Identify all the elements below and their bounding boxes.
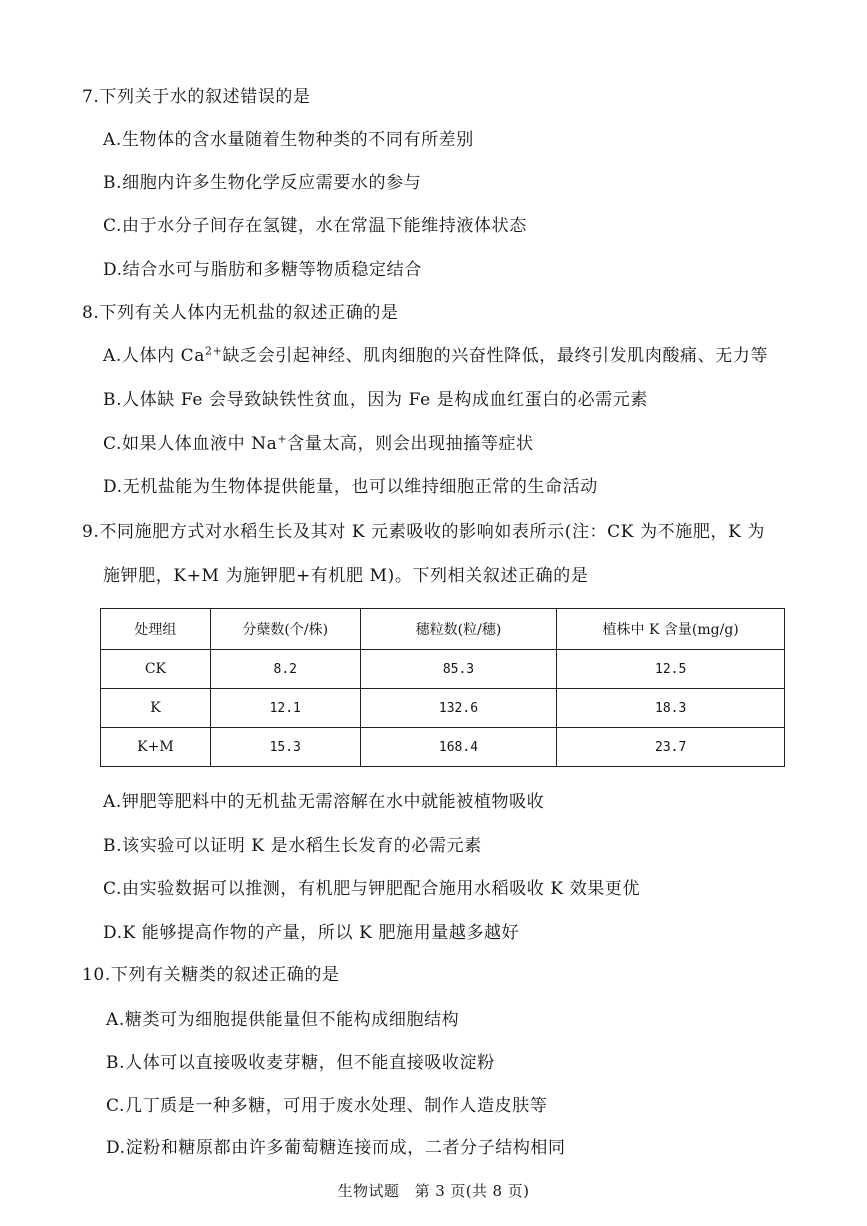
q10-option-b: B.人体可以直接吸收麦芽糖，但不能直接吸收淀粉 xyxy=(106,1053,495,1073)
q9-option-a: A.钾肥等肥料中的无机盐无需溶解在水中就能被植物吸收 xyxy=(103,792,545,812)
table-cell: 12.1 xyxy=(210,689,360,728)
q8-option-a-sup: 2+ xyxy=(205,344,223,358)
table-header-cell: 穗粒数(粒/穗) xyxy=(360,609,557,650)
q8-stem: 8.下列有关人体内无机盐的叙述正确的是 xyxy=(82,303,399,323)
page-footer: 生物试题 第 3 页(共 8 页) xyxy=(337,1182,530,1200)
q8-option-a-post: 缺乏会引起神经、肌肉细胞的兴奋性降低，最终引发肌肉酸痛、无力等 xyxy=(222,346,769,366)
q9-option-d: D.K 能够提高作物的产量，所以 K 肥施用量越多越好 xyxy=(103,923,520,943)
table-header-row xyxy=(101,609,785,650)
q9-stem-line1: 9.不同施肥方式对水稻生长及其对 K 元素吸收的影响如表所示(注：CK 为不施肥，K 为 xyxy=(82,522,765,542)
q8-option-c-sup: + xyxy=(277,432,288,446)
table-cell: 18.3 xyxy=(557,689,785,728)
table-cell: 23.7 xyxy=(557,728,785,767)
q7-option-d: D.结合水可与脂肪和多糖等物质稳定结合 xyxy=(103,260,422,280)
q8-option-a xyxy=(103,345,768,367)
table-cell: 12.5 xyxy=(557,650,785,689)
table-header-cell: 分蘖数(个/株) xyxy=(210,609,360,650)
q7-option-c: C.由于水分子间存在氢键，水在常温下能维持液体状态 xyxy=(103,216,527,236)
table-row xyxy=(101,650,785,689)
table-cell: K+M xyxy=(101,728,211,767)
q9-stem-line2: 施钾肥，K+M 为施钾肥+有机肥 M)。下列相关叙述正确的是 xyxy=(103,566,589,586)
table-cell: CK xyxy=(101,650,211,689)
q8-option-d: D.无机盐能为生物体提供能量，也可以维持细胞正常的生命活动 xyxy=(103,477,598,497)
q8-option-b: B.人体缺 Fe 会导致缺铁性贫血，因为 Fe 是构成血红蛋白的必需元素 xyxy=(103,390,648,410)
q8-option-c xyxy=(103,433,534,455)
q8-option-a-pre: A.人体内 Ca xyxy=(103,346,206,366)
table-cell: 168.4 xyxy=(360,728,557,767)
q7-stem: 7.下列关于水的叙述错误的是 xyxy=(82,87,311,107)
table-header-cell: 处理组 xyxy=(101,609,211,650)
table-cell: 85.3 xyxy=(360,650,557,689)
table-cell: K xyxy=(101,689,211,728)
q10-option-a: A.糖类可为细胞提供能量但不能构成细胞结构 xyxy=(106,1010,460,1030)
q7-option-a: A.生物体的含水量随着生物种类的不同有所差别 xyxy=(103,130,474,150)
q8-option-c-post: 含量太高，则会出现抽搐等症状 xyxy=(287,434,534,454)
table-cell: 8.2 xyxy=(210,650,360,689)
table-cell: 15.3 xyxy=(210,728,360,767)
q8-option-c-pre: C.如果人体血液中 Na xyxy=(103,434,278,454)
q10-option-c: C.几丁质是一种多糖，可用于废水处理、制作人造皮肤等 xyxy=(106,1096,548,1116)
q9-table xyxy=(100,608,785,767)
q9-option-b: B.该实验可以证明 K 是水稻生长发育的必需元素 xyxy=(103,836,482,856)
table-cell: 132.6 xyxy=(360,689,557,728)
q7-option-b: B.细胞内许多生物化学反应需要水的参与 xyxy=(103,173,422,193)
q10-stem: 10.下列有关糖类的叙述正确的是 xyxy=(82,965,340,985)
q10-option-d: D.淀粉和糖原都由许多葡萄糖连接而成，二者分子结构相同 xyxy=(106,1138,566,1158)
q9-option-c: C.由实验数据可以推测，有机肥与钾肥配合施用水稻吸收 K 效果更优 xyxy=(103,879,641,899)
table-row xyxy=(101,728,785,767)
table-header-cell: 植株中 K 含量(mg/g) xyxy=(557,609,785,650)
table-row xyxy=(101,689,785,728)
